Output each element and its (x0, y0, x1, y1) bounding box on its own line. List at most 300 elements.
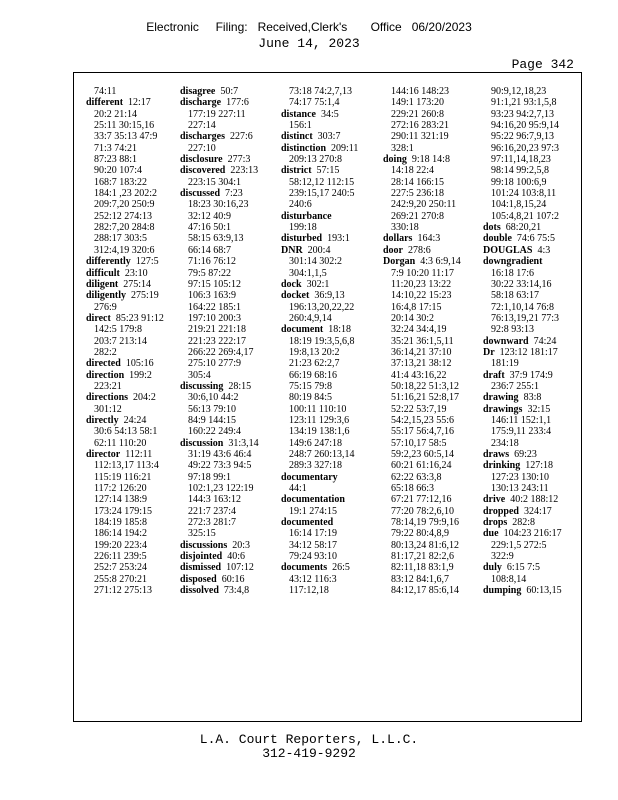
index-entry (483, 506, 585, 517)
page-line-refs: 105:4,8,21 107:2 (491, 210, 560, 222)
index-entry-continuation (383, 324, 485, 335)
page-line-refs: 58:18 63:17 (491, 290, 540, 302)
page-line-refs: 18:19 19:3,5,6,8 (289, 335, 355, 347)
index-entry-continuation (483, 574, 585, 585)
page-line-refs: 74:17 75:1,4 (289, 97, 340, 109)
court-reporter-name: L.A. Court Reporters, L.L.C. (199, 732, 419, 747)
index-entry (281, 165, 383, 176)
page-line-refs: 123:11 129:3,6 (289, 414, 350, 426)
page-line-refs: 252:7 253:24 (94, 562, 148, 574)
page-line-refs: 107:12 (226, 562, 254, 574)
index-column-5 (483, 86, 585, 596)
index-entry-continuation (86, 233, 188, 244)
index-entry (483, 392, 585, 403)
index-term: direction (86, 369, 125, 381)
index-term: drawing (483, 392, 519, 404)
page-line-refs: 160:22 249:4 (188, 426, 242, 438)
index-entry-continuation (383, 120, 485, 131)
index-entry-continuation (383, 313, 485, 324)
index-entry-continuation (281, 86, 383, 97)
page-number: Page 342 (511, 57, 574, 72)
index-entry-continuation (86, 472, 188, 483)
index-entry-continuation (180, 404, 282, 415)
page-line-refs: 144:16 148:23 (391, 86, 450, 97)
index-column-1 (86, 86, 188, 596)
index-entry-continuation (86, 562, 188, 573)
index-entry-continuation (281, 426, 383, 437)
page-line-refs: 80:13,24 81:6,12 (391, 539, 460, 551)
page-line-refs: 301:12 (94, 403, 122, 415)
index-entry (86, 268, 188, 279)
page-line-refs: 4:3 6:9,14 (420, 256, 461, 268)
page-line-refs: 11:20,23 13:22 (391, 278, 452, 290)
page-line-refs: 305:4 (188, 369, 211, 381)
index-entry-continuation (383, 290, 485, 301)
page-line-refs: 223:13 (230, 165, 259, 177)
page-line-refs: 96:16,20,23 97:3 (491, 142, 560, 154)
page-line-refs: 23:10 (124, 267, 148, 279)
page-line-refs: 276:9 (94, 301, 117, 313)
page-line-refs: 76:13,19,21 77:3 (491, 312, 560, 324)
page-line-refs: 221:7 237:4 (188, 505, 237, 517)
index-entry-continuation (281, 540, 383, 551)
page-line-refs: 60:16 (221, 573, 245, 585)
index-entry-continuation (86, 528, 188, 539)
page-line-refs: 25:11 30:15,16 (94, 120, 155, 132)
page-line-refs: 14:18 22:4 (391, 165, 435, 177)
index-entry-continuation (281, 154, 383, 165)
page-line-refs: 227:10 (188, 142, 216, 154)
index-entry-continuation (180, 143, 282, 154)
index-term: discussions (180, 539, 228, 551)
index-entry-continuation (180, 370, 282, 381)
page-line-refs: 144:3 163:12 (188, 494, 242, 506)
page-line-refs: 50:18,22 51:3,12 (391, 380, 460, 392)
page-line-refs: 93:23 94:2,7,13 (491, 108, 555, 120)
index-entry (180, 86, 282, 97)
page-line-refs: 75:15 79:8 (289, 380, 333, 392)
index-entry-continuation (383, 347, 485, 358)
index-entry-continuation (383, 358, 485, 369)
index-entry (483, 370, 585, 381)
page-line-refs: 105:16 (125, 358, 154, 370)
page-line-refs: 20:3 (232, 539, 251, 551)
index-entry (86, 415, 188, 426)
index-term: documented (281, 517, 334, 529)
index-entry-continuation (483, 472, 585, 483)
page-line-refs: 184:19 185:8 (94, 517, 148, 529)
index-term: DOUGLAS (483, 244, 533, 256)
index-entry (180, 131, 282, 142)
index-term: duly (483, 562, 502, 574)
page-line-refs: 156:1 (289, 120, 312, 132)
page-line-refs: 236:7 255:1 (491, 380, 540, 392)
index-entry-continuation (383, 483, 485, 494)
index-entry-continuation (281, 313, 383, 324)
page-line-refs: 37:9 174:9 (509, 369, 553, 381)
index-entry (483, 404, 585, 415)
index-entry-continuation (483, 381, 585, 392)
page-line-refs: 186:14 194:2 (94, 528, 148, 540)
page-line-refs: 304:1,1,5 (289, 267, 327, 279)
index-entry (86, 370, 188, 381)
page-line-refs: 34:12 58:17 (289, 539, 338, 551)
index-entry-continuation (86, 574, 188, 585)
page-line-refs: 117:2 126:20 (94, 483, 147, 495)
page-line-refs: 209:7,20 250:9 (94, 199, 155, 211)
page-line-refs: 30:22 33:14,16 (491, 278, 552, 290)
page-line-refs: 227:14 (188, 120, 216, 132)
index-entry-continuation (483, 302, 585, 313)
page-line-refs: 40:6 (227, 551, 246, 563)
index-entry-continuation (281, 551, 383, 562)
filing-header: Electronic Filing: Received,Clerk's Office 06/20/2023 (146, 20, 472, 34)
index-entry-continuation (483, 120, 585, 131)
index-entry-continuation (483, 211, 585, 222)
page-line-refs: 325:15 (188, 528, 216, 540)
page-line-refs: 282:2 (94, 346, 117, 358)
page-line-refs: 97:18 99:1 (188, 471, 232, 483)
index-entry (281, 279, 383, 290)
page-line-refs: 271:12 275:13 (94, 585, 153, 597)
index-entry-continuation (180, 472, 282, 483)
index-term: Dr (483, 346, 495, 358)
page-line-refs: 19:1 274:15 (289, 505, 338, 517)
index-entry-continuation (483, 268, 585, 279)
index-entry-continuation (383, 472, 485, 483)
index-entry-continuation (383, 392, 485, 403)
index-entry-continuation (383, 517, 485, 528)
index-term: directions (86, 392, 129, 404)
index-entry (281, 517, 383, 528)
page-line-refs: 112:11 (125, 449, 153, 460)
page-line-refs: 266:22 269:4,17 (188, 346, 254, 358)
page-line-refs: 9:18 14:8 (411, 154, 450, 166)
index-entry (483, 562, 585, 573)
page-line-refs: 168:7 183:22 (94, 176, 148, 188)
index-term: disjointed (180, 551, 223, 563)
index-entry-continuation (86, 143, 188, 154)
index-entry (281, 211, 383, 222)
index-entry-continuation (383, 381, 485, 392)
page-line-refs: 62:11 110:20 (94, 437, 147, 449)
index-entry-continuation (180, 358, 282, 369)
index-entry-continuation (86, 540, 188, 551)
index-entry-continuation (180, 324, 282, 335)
index-term: dock (281, 278, 302, 290)
page-line-refs: 290:11 321:19 (391, 131, 449, 143)
index-term: double (483, 233, 512, 245)
index-entry-continuation (383, 268, 485, 279)
index-entry (281, 472, 383, 483)
index-entry-continuation (86, 381, 188, 392)
page-line-refs: 199:2 (129, 369, 152, 381)
page-line-refs: 149:6 247:18 (289, 437, 343, 449)
index-entry-continuation (86, 483, 188, 494)
index-term: document (281, 324, 324, 336)
page-line-refs: 36:14,21 37:10 (391, 346, 452, 358)
page-line-refs: 272:3 281:7 (188, 517, 237, 529)
page-line-refs: 289:3 327:18 (289, 460, 343, 472)
index-entry (281, 233, 383, 244)
index-term: discharge (180, 97, 222, 109)
index-entry (180, 551, 282, 562)
index-term: disclosure (180, 154, 223, 166)
page-line-refs: 196:13,20,22,22 (289, 301, 355, 313)
index-entry (281, 143, 383, 154)
index-entry (483, 336, 585, 347)
page-line-refs: 54:2,15,23 55:6 (391, 414, 455, 426)
index-term: documentation (281, 494, 345, 506)
index-entry-continuation (383, 426, 485, 437)
index-entry-continuation (180, 460, 282, 471)
page-line-refs: 328:1 (391, 142, 414, 154)
index-entry-continuation (483, 483, 585, 494)
page-line-refs: 99:18 100:6,9 (491, 176, 547, 188)
index-entry (86, 392, 188, 403)
index-term: distinction (281, 142, 327, 154)
page-line-refs: 43:12 116:3 (289, 573, 337, 585)
page-line-refs: 18:18 (328, 324, 352, 336)
index-entry-continuation (483, 86, 585, 97)
index-entry-continuation (281, 302, 383, 313)
index-term: drops (483, 517, 508, 529)
page-line-refs: 127:23 130:10 (491, 471, 550, 483)
page-line-refs: 301:14 302:2 (289, 256, 343, 268)
index-entry-continuation (383, 449, 485, 460)
index-entry-continuation (483, 109, 585, 120)
page-line-refs: 73:18 74:2,7,13 (289, 86, 353, 97)
index-term: dropped (483, 505, 519, 517)
page-line-refs: 34:5 (321, 108, 339, 120)
page-line-refs: 219:21 221:18 (188, 324, 247, 336)
index-entry-continuation (281, 120, 383, 131)
index-entry-continuation (281, 188, 383, 199)
index-term: dismissed (180, 562, 222, 574)
index-entry-continuation (86, 336, 188, 347)
index-entry-continuation (483, 551, 585, 562)
index-entry-continuation (180, 506, 282, 517)
index-entry-continuation (180, 120, 282, 131)
index-entry-continuation (281, 268, 383, 279)
index-entry (483, 347, 585, 358)
index-entry-continuation (281, 574, 383, 585)
index-entry-continuation (483, 415, 585, 426)
index-entry (86, 449, 188, 460)
index-entry-continuation (180, 336, 282, 347)
index-entry-continuation (383, 143, 485, 154)
page-line-refs: 77:20 78:2,6,10 (391, 505, 455, 517)
page-line-refs: 302:1 (306, 278, 330, 290)
page-line-refs: 123:12 181:17 (499, 346, 558, 358)
index-entry-continuation (86, 551, 188, 562)
page-line-refs: 227:6 (230, 131, 253, 143)
index-entry-continuation (180, 268, 282, 279)
index-entry-continuation (383, 165, 485, 176)
page-line-refs: 277:3 (227, 154, 251, 166)
page-line-refs: 79:24 93:10 (289, 551, 338, 563)
index-entry-continuation (180, 415, 282, 426)
index-term: distinct (281, 131, 313, 143)
page-line-refs: 106:3 163:9 (188, 290, 237, 302)
index-entry-continuation (483, 279, 585, 290)
page-line-refs: 58:15 63:9,13 (188, 233, 244, 245)
page-line-refs: 278:6 (408, 244, 431, 256)
index-entry-continuation (383, 415, 485, 426)
index-entry-continuation (383, 86, 485, 97)
index-entry (86, 313, 188, 324)
index-column-3 (281, 86, 383, 596)
index-term: due (483, 528, 499, 540)
index-entry-continuation (180, 290, 282, 301)
index-entry (483, 233, 585, 244)
index-entry-continuation (483, 540, 585, 551)
page-line-refs: 164:3 (417, 233, 441, 245)
page-line-refs: 57:15 (316, 165, 340, 177)
index-term: disturbed (281, 233, 323, 245)
index-entry-continuation (180, 517, 282, 528)
court-reporter-phone: 312-419-9292 (262, 746, 356, 761)
index-term: disagree (180, 86, 216, 97)
page-line-refs: 324:17 (523, 505, 552, 517)
page-line-refs: 90:9,12,18,23 (491, 86, 547, 97)
page-line-refs: 255:8 270:21 (94, 573, 148, 585)
index-entry-continuation (86, 460, 188, 471)
index-entry-continuation (180, 177, 282, 188)
page-line-refs: 32:12 40:9 (188, 210, 232, 222)
page-line-refs: 275:14 (123, 278, 152, 290)
page-line-refs: 28:15 (228, 380, 252, 392)
page-line-refs: 37:13,21 38:12 (391, 358, 452, 370)
page-line-refs: 32:15 (527, 403, 551, 415)
index-term: discussing (180, 380, 224, 392)
index-entry-continuation (483, 131, 585, 142)
page-line-refs: 173:24 179:15 (94, 505, 153, 517)
index-term: docket (281, 290, 310, 302)
page-line-refs: 98:14 99:2,5,8 (491, 165, 550, 177)
page-line-refs: 104:1,8,15,24 (491, 199, 547, 211)
index-entry-continuation (483, 199, 585, 210)
index-entry (483, 585, 585, 596)
index-entry-continuation (180, 199, 282, 210)
index-term: different (86, 97, 124, 109)
page-line-refs: 223:21 (94, 380, 122, 392)
index-entry-continuation (281, 483, 383, 494)
page-line-refs: 83:8 (523, 392, 542, 404)
index-entry-continuation (383, 585, 485, 596)
index-entry-continuation (383, 211, 485, 222)
index-entry-continuation (180, 279, 282, 290)
page-line-refs: 20:14 30:2 (391, 312, 435, 324)
page-line-refs: 79:5 87:22 (188, 267, 232, 279)
page-line-refs: 30:6,10 44:2 (188, 392, 239, 404)
index-entry-continuation (483, 290, 585, 301)
index-term: directed (86, 358, 121, 370)
page-line-refs: 60:13,15 (526, 585, 562, 597)
index-entry (86, 256, 188, 267)
index-entry-continuation (281, 392, 383, 403)
page-line-refs: 32:24 34:4,19 (391, 324, 447, 336)
index-entry-continuation (483, 143, 585, 154)
page-line-refs: 35:21 36:1,5,11 (391, 335, 454, 347)
page-line-refs: 59:2,23 60:5,14 (391, 449, 455, 460)
page-line-refs: 200:4 (307, 244, 331, 256)
index-term: dollars (383, 233, 413, 245)
page-line-refs: 92:8 93:13 (491, 324, 535, 336)
index-entry-continuation (86, 494, 188, 505)
page-line-refs: 117:12,18 (289, 585, 329, 597)
page-line-refs: 288:17 303:5 (94, 233, 148, 245)
index-entry-continuation (281, 449, 383, 460)
page-line-refs: 102:1,23 122:19 (188, 483, 254, 495)
index-entry-continuation (86, 245, 188, 256)
page-line-refs: 260:4,9,14 (289, 312, 332, 324)
page-line-refs: 31:3,14 (228, 437, 259, 449)
page-line-refs: 100:11 110:10 (289, 403, 347, 415)
page-line-refs: 87:23 88:1 (94, 154, 138, 166)
page-line-refs: 50:7 (220, 86, 239, 97)
index-entry-continuation (86, 109, 188, 120)
page-line-refs: 74:24 (533, 335, 557, 347)
index-entry-continuation (281, 460, 383, 471)
index-entry (483, 222, 585, 233)
index-entry-continuation (180, 449, 282, 460)
index-entry-continuation (180, 211, 282, 222)
page-line-refs: 71:3 74:21 (94, 142, 138, 154)
index-entry-continuation (483, 438, 585, 449)
index-entry-continuation (383, 131, 485, 142)
index-entry-continuation (281, 177, 383, 188)
page-line-refs: 24:24 (123, 414, 147, 426)
index-entry (281, 131, 383, 142)
page-line-refs: 91:1,21 93:1,5,8 (491, 97, 557, 109)
index-entry-continuation (383, 279, 485, 290)
index-term: district (281, 165, 312, 177)
index-term: discovered (180, 165, 226, 177)
page-line-refs: 115:19 116:21 (94, 471, 152, 483)
index-entry-continuation (281, 97, 383, 108)
page-line-refs: 197:10 200:3 (188, 312, 242, 324)
index-entry (281, 562, 383, 573)
index-term: differently (86, 256, 131, 268)
page-line-refs: 19:8,13 20:2 (289, 346, 340, 358)
index-term: documents (281, 562, 328, 574)
page-line-refs: 18:23 30:16,23 (188, 199, 249, 211)
page-line-refs: 83:12 84:1,6,7 (391, 573, 450, 585)
index-column-2 (180, 86, 282, 596)
index-entry-continuation (383, 551, 485, 562)
page-line-refs: 14:10,22 15:23 (391, 290, 452, 302)
page-line-refs: 199:18 (289, 222, 317, 234)
index-entry-continuation (86, 199, 188, 210)
index-entry (180, 562, 282, 573)
page-line-refs: 269:21 270:8 (391, 210, 445, 222)
index-entry-continuation (281, 438, 383, 449)
index-entry (86, 279, 188, 290)
index-entry-continuation (483, 188, 585, 199)
page-line-refs: 252:12 274:13 (94, 210, 153, 222)
index-entry-continuation (383, 199, 485, 210)
index-entry-continuation (86, 585, 188, 596)
index-entry-continuation (383, 404, 485, 415)
index-entry-continuation (180, 109, 282, 120)
page-line-refs: 193:1 (327, 233, 350, 245)
page-line-refs: 82:11,18 83:1,9 (391, 562, 454, 574)
page-line-refs: 20:2 21:14 (94, 108, 138, 120)
index-term: drawings (483, 403, 523, 415)
page-line-refs: 127:5 (135, 256, 159, 268)
index-entry (281, 494, 383, 505)
